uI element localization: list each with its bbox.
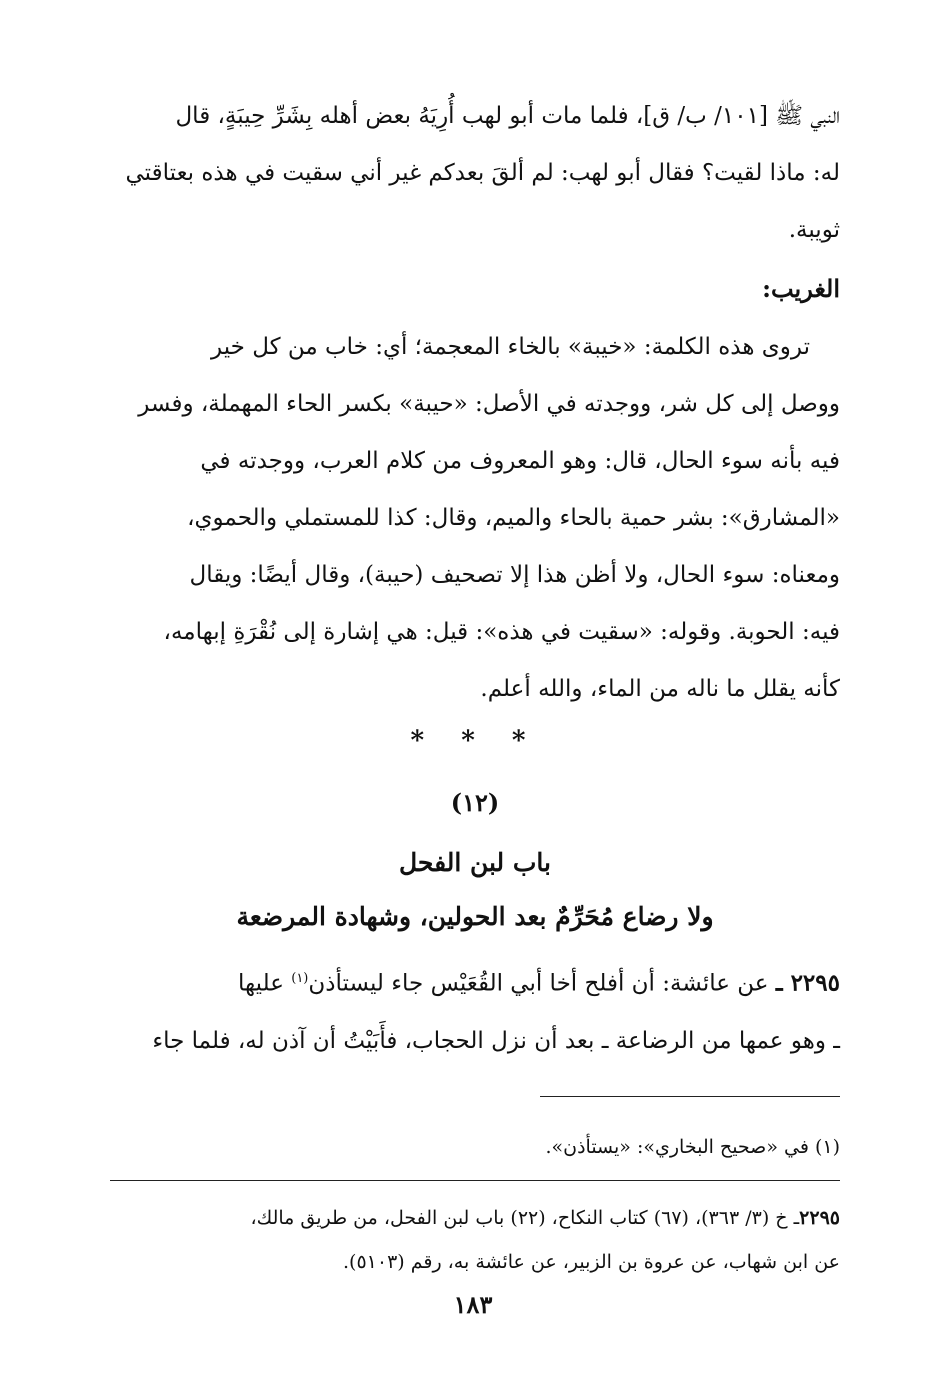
page-body bbox=[110, 88, 840, 1284]
text-line: تروى هذه الكلمة: «خيبة» بالخاء المعجمة؛ أي: خاب من كل خير bbox=[211, 334, 810, 360]
footnote: (١) في «صحيح البخاري»: «يستأذن». bbox=[545, 1135, 840, 1158]
text-line bbox=[110, 1196, 840, 1240]
page-number: ١٨٣ bbox=[453, 1290, 493, 1319]
text-line: ثويبة. bbox=[788, 217, 840, 243]
text-line: له: ماذا لقيت؟ فقال أبو لهب: لم ألقَ بعدكم غير أني سقيت في هذه بعتاقتي bbox=[125, 160, 840, 186]
hadith-text bbox=[110, 950, 840, 1070]
source-reference bbox=[110, 1196, 840, 1284]
hadith-line: عن عائشة: أن أفلح أخا أبي القُعَيْس جاء ليستأذن bbox=[308, 970, 769, 997]
section-separator: * * * bbox=[410, 726, 540, 756]
text-line: عن ابن شهاب، عن عروة بن الزبير، عن عائشة به، رقم (٥١٠٣). bbox=[343, 1250, 840, 1273]
footnote-divider-area bbox=[110, 1070, 840, 1130]
footnote-divider bbox=[540, 1096, 840, 1097]
footnote-marker: (١) bbox=[291, 971, 309, 986]
source-number: ٢٢٩٥ bbox=[799, 1206, 840, 1229]
text-line: النبي ﷺ [١٠١/ ب/ ق]، فلما مات أبو لهب أُرِيَهُ بعض أهله بِشَرِّ حِيبَةٍ، قال bbox=[175, 103, 840, 129]
text-line: فيه بأنه سوء الحال، قال: وهو المعروف من كلام العرب، ووجدته في bbox=[200, 448, 840, 474]
text-line: ومعناه: سوء الحال، ولا أظن هذا إلا تصحيف (حيبة)، وقال أيضًا: ويقال bbox=[189, 562, 840, 588]
gharib-paragraph bbox=[110, 319, 840, 718]
text-line: كأنه يقلل ما ناله من الماء، والله أعلم. bbox=[480, 676, 840, 702]
text-line: ووصل إلى كل شر، ووجدته في الأصل: «حيبة» بكسر الحاء المهملة، وفسر bbox=[138, 391, 840, 417]
hadith-line-end: عليها bbox=[238, 970, 292, 997]
chapter-subtitle: ولا رضاع مُحَرِّمٌ بعد الحولين، وشهادة المرضعة bbox=[236, 902, 714, 931]
hadith-number: ٢٢٩٥ ـ bbox=[775, 969, 840, 997]
text-line: فيه: الحوبة. وقوله: «سقيت في هذه»: قيل: هي إشارة إلى نُقْرَةِ إبهامه، bbox=[163, 619, 840, 645]
source-divider bbox=[110, 1180, 840, 1181]
text-line: ـ وهو عمها من الرضاعة ـ بعد أن نزل الحجاب، فأَبَيْتُ أن آذن له، فلما جاء bbox=[152, 1027, 840, 1054]
text-line: «المشارق»: بشر حمية بالحاء والميم، وقال: كذا للمستملي والحموي، bbox=[187, 505, 840, 531]
source-line: ـ خ (٣/ ٣٦٣)، (٦٧) كتاب النكاح، (٢٢) باب لبن الفحل، من طريق مالك، bbox=[250, 1206, 800, 1229]
gharib-heading: الغريب: bbox=[762, 274, 840, 303]
text-line bbox=[110, 950, 840, 1013]
source-divider-area bbox=[110, 1164, 840, 1196]
chapter-title: باب لبن الفحل bbox=[399, 848, 551, 877]
opening-paragraph bbox=[110, 88, 840, 259]
chapter-number: (١٢) bbox=[450, 788, 500, 817]
